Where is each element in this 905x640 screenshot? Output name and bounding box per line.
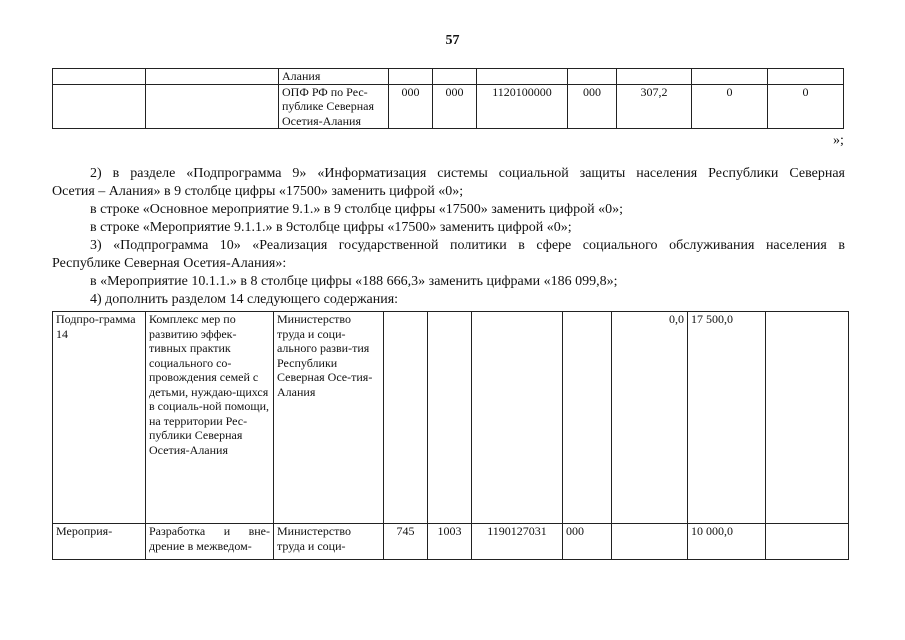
table-cell <box>692 69 768 85</box>
table-cell: 10 000,0 <box>688 524 766 560</box>
table-cell <box>146 69 279 85</box>
table-row <box>53 69 844 85</box>
table-cell <box>433 69 477 85</box>
table-row <box>53 312 849 524</box>
page-number: 57 <box>445 33 460 48</box>
table-cell <box>568 69 617 85</box>
table-continued <box>52 68 844 129</box>
table-cell: Министерство труда и соци-ального разви-тия Республики Северная Осе-тия-Алания <box>274 312 384 524</box>
paragraph-2-line1: 2) в разделе «Подпрограмма 9» «Информатизация системы социальной защиты населения Республики Северная <box>90 166 845 181</box>
table-cell: 0 <box>768 84 844 129</box>
table-cell <box>766 524 849 560</box>
table-cell: Разработка и вне-дрение в межведом- <box>146 524 274 560</box>
table-cell: Алания <box>279 69 389 85</box>
table-cell: 745 <box>384 524 428 560</box>
table-cell: Комплекс мер по развитию эффек-тивных практик социального со-провождения семей с детьми, нуждаю-щихся в социаль-ной помощи, на территории Рес-публики Северная Осетия-Алания <box>146 312 274 524</box>
paragraph-2-line2: Осетия – Алания» в 9 столбце цифры «17500» заменить цифрой «0»; <box>52 184 464 199</box>
table-cell: 0,0 <box>612 312 688 524</box>
table-cell: 000 <box>433 84 477 129</box>
table-cell <box>768 69 844 85</box>
table-cell <box>766 312 849 524</box>
table-cell: 17 500,0 <box>688 312 766 524</box>
table-row <box>53 84 844 129</box>
paragraph-row-9-1: в строке «Основное мероприятие 9.1.» в 9 столбце цифры «17500» заменить цифрой «0»; <box>90 202 623 217</box>
table-cell <box>53 84 146 129</box>
table-cell: 000 <box>389 84 433 129</box>
table-cell <box>472 312 563 524</box>
paragraph-4: 4) дополнить разделом 14 следующего содержания: <box>90 292 399 307</box>
table-cell: 0 <box>692 84 768 129</box>
table-cell <box>53 69 146 85</box>
paragraph-row-9-1-1: в строке «Мероприятие 9.1.1.» в 9столбце цифры «17500» заменить цифрой «0»; <box>90 220 572 235</box>
table-cell: 1120100000 <box>477 84 568 129</box>
table-cell <box>617 69 692 85</box>
end-quote-mark: »; <box>833 133 844 148</box>
table-cell <box>384 312 428 524</box>
table-cell: 000 <box>568 84 617 129</box>
paragraph-10-1-1: в «Мероприятие 10.1.1.» в 8 столбце цифры «188 666,3» заменить цифрами «186 099,8»; <box>90 274 618 289</box>
table-cell: Мероприя- <box>53 524 146 560</box>
table-row <box>53 524 849 560</box>
table-cell <box>477 69 568 85</box>
table-cell <box>563 312 612 524</box>
table-cell: Подпро-грамма 14 <box>53 312 146 524</box>
table-cell <box>428 312 472 524</box>
paragraph-3-line1: 3) «Подпрограмма 10» «Реализация государственной политики в сфере социального обслуживания населения в <box>90 238 845 253</box>
table-cell <box>389 69 433 85</box>
table-cell <box>612 524 688 560</box>
table-cell: 000 <box>563 524 612 560</box>
table-cell: 1190127031 <box>472 524 563 560</box>
paragraph-3-line2: Республике Северная Осетия-Алания»: <box>52 256 287 271</box>
table-cell: ОПФ РФ по Рес-публике Северная Осетия-Алания <box>279 84 389 129</box>
table-cell <box>146 84 279 129</box>
table-section-14 <box>52 311 849 560</box>
table-cell: Министерство труда и соци- <box>274 524 384 560</box>
table-cell: 1003 <box>428 524 472 560</box>
table-cell: 307,2 <box>617 84 692 129</box>
